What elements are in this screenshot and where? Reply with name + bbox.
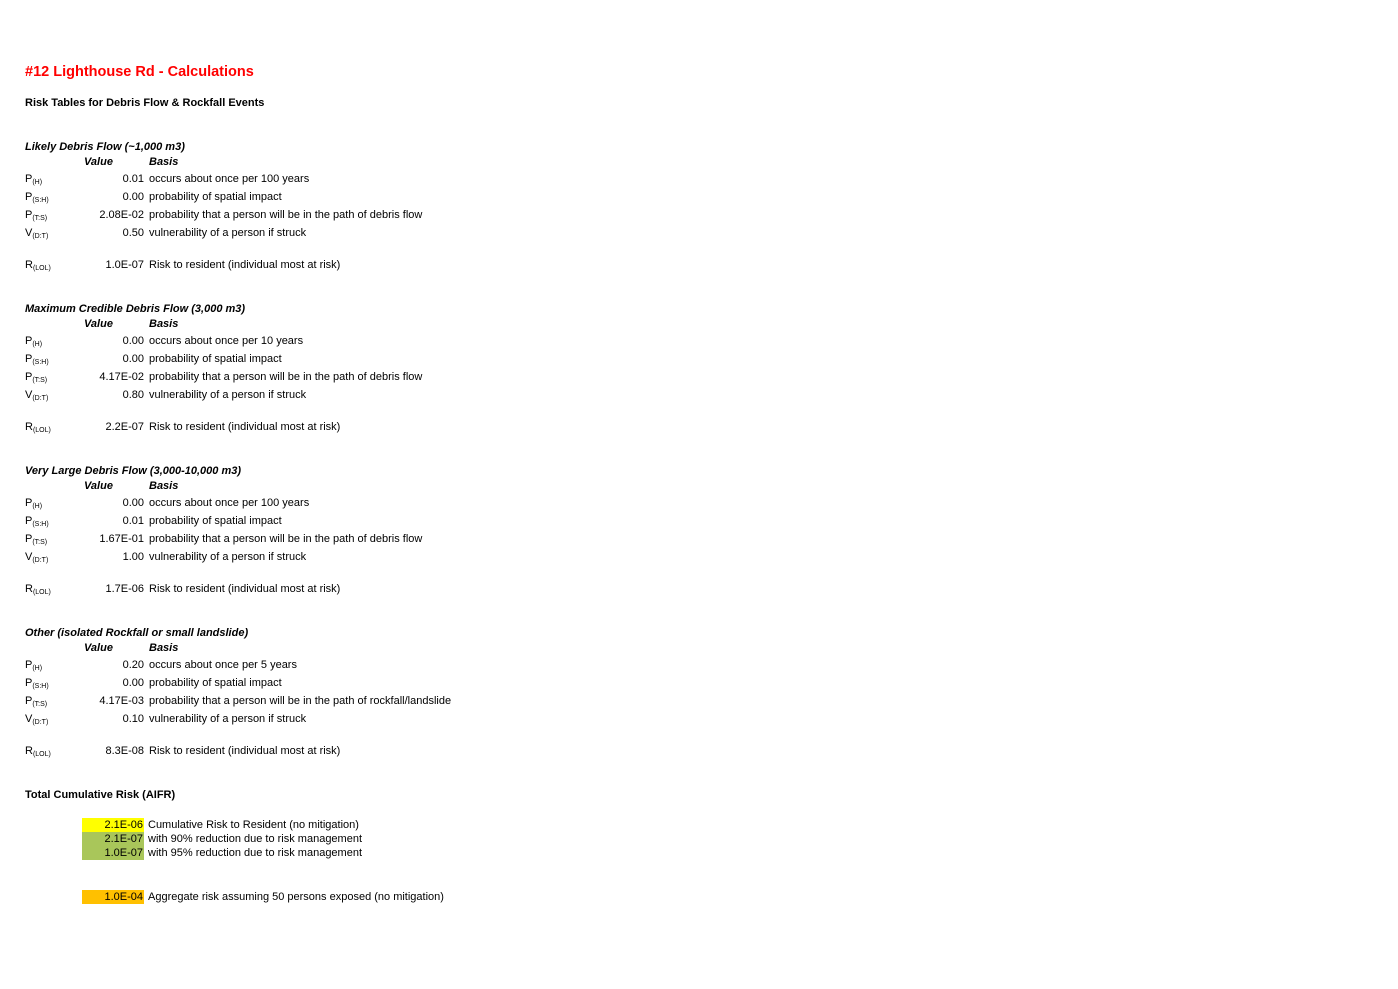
- symbol-p-ts: $P_{(T:S)}$: [25, 209, 48, 222]
- aggregate-risk-desc: Aggregate risk assuming 50 persons exposed (no mitigation): [148, 891, 444, 903]
- value-column-header: Value: [84, 156, 113, 168]
- table-row-r-lol: [25, 418, 625, 436]
- symbol-v-dt: $V_{(D:T)}$: [25, 713, 49, 726]
- row-value: 0.00: [122, 677, 144, 689]
- table-row-p-sh: [25, 674, 625, 692]
- cumulative-risk-desc: Cumulative Risk to Resident (no mitigation): [148, 819, 359, 831]
- table-row-v-dt: [25, 548, 625, 566]
- table-row-p-h: [25, 332, 625, 350]
- symbol-p-h: $P_{(H)}$: [25, 497, 43, 510]
- symbol-p-sh: $P_{(S:H)}$: [25, 677, 49, 690]
- section-title: Likely Debris Flow (~1,000 m3): [25, 141, 185, 153]
- result-basis: Risk to resident (individual most at risk): [149, 421, 341, 433]
- page-title: #12 Lighthouse Rd - Calculations: [25, 64, 254, 80]
- table-row-v-dt: [25, 224, 625, 242]
- column-headers: [25, 641, 625, 656]
- row-basis: vulnerability of a person if struck: [149, 713, 307, 725]
- row-value: 4.17E-03: [99, 695, 144, 707]
- table-row-r-lol: [25, 256, 625, 274]
- table-row-p-sh: [25, 512, 625, 530]
- basis-column-header: Basis: [149, 156, 179, 168]
- row-value: 0.80: [122, 389, 144, 401]
- row-basis: probability of spatial impact: [149, 677, 282, 689]
- row-basis: probability that a person will be in the path of debris flow: [149, 209, 423, 221]
- symbol-r-lol: $R_{(LOL)}$: [25, 745, 51, 758]
- row-value: 2.08E-02: [99, 209, 144, 221]
- risk-table-likely-debris-flow: [25, 140, 625, 274]
- table-row-p-h: [25, 656, 625, 674]
- row-basis: probability of spatial impact: [149, 353, 282, 365]
- risk-table-very-large-debris-flow: [25, 464, 625, 598]
- risk-table-other-rockfall: [25, 626, 625, 760]
- table-row-v-dt: [25, 386, 625, 404]
- row-basis: probability that a person will be in the path of debris flow: [149, 533, 423, 545]
- row-basis: vulnerability of a person if struck: [149, 389, 307, 401]
- reduction-90-desc: with 90% reduction due to risk management: [148, 833, 363, 845]
- basis-column-header: Basis: [149, 480, 179, 492]
- symbol-p-sh: $P_{(S:H)}$: [25, 515, 49, 528]
- table-row-p-ts: [25, 206, 625, 224]
- reduction-95-value: 1.0E-07: [82, 846, 144, 860]
- basis-column-header: Basis: [149, 642, 179, 654]
- row-basis: probability of spatial impact: [149, 191, 282, 203]
- row-basis: occurs about once per 100 years: [149, 497, 310, 509]
- result-value: 1.7E-06: [105, 583, 144, 595]
- row-basis: probability of spatial impact: [149, 515, 282, 527]
- row-basis: vulnerability of a person if struck: [149, 551, 307, 563]
- row-value: 4.17E-02: [99, 371, 144, 383]
- table-row-p-h: [25, 494, 625, 512]
- row-basis: occurs about once per 5 years: [149, 659, 297, 671]
- symbol-v-dt: $V_{(D:T)}$: [25, 227, 49, 240]
- value-column-header: Value: [84, 480, 113, 492]
- table-row-p-ts: [25, 692, 625, 710]
- result-value: 2.2E-07: [105, 421, 144, 433]
- symbol-v-dt: $V_{(D:T)}$: [25, 389, 49, 402]
- symbol-p-sh: $P_{(S:H)}$: [25, 191, 49, 204]
- table-row-r-lol: [25, 742, 625, 760]
- total-risk-title: Total Cumulative Risk (AIFR): [25, 789, 176, 801]
- row-value: 0.01: [122, 515, 144, 527]
- symbol-p-sh: $P_{(S:H)}$: [25, 353, 49, 366]
- column-headers: [25, 155, 625, 170]
- symbol-p-ts: $P_{(T:S)}$: [25, 371, 48, 384]
- row-value: 0.10: [122, 713, 144, 725]
- value-column-header: Value: [84, 642, 113, 654]
- reduction-90-value: 2.1E-07: [82, 832, 144, 846]
- table-row-p-sh: [25, 350, 625, 368]
- table-row-r-lol: [25, 580, 625, 598]
- reduction-95-desc: with 95% reduction due to risk management: [148, 847, 363, 859]
- table-row-p-ts: [25, 530, 625, 548]
- cumulative-risk-value: 2.1E-06: [82, 818, 144, 832]
- table-row-v-dt: [25, 710, 625, 728]
- symbol-p-h: $P_{(H)}$: [25, 335, 43, 348]
- result-basis: Risk to resident (individual most at risk): [149, 259, 341, 271]
- symbol-p-ts: $P_{(T:S)}$: [25, 533, 48, 546]
- column-headers: [25, 479, 625, 494]
- table-row-p-ts: [25, 368, 625, 386]
- section-title: Other (isolated Rockfall or small landslide): [25, 627, 249, 639]
- basis-column-header: Basis: [149, 318, 179, 330]
- result-basis: Risk to resident (individual most at risk): [149, 745, 341, 757]
- result-value: 8.3E-08: [105, 745, 144, 757]
- row-value: 0.20: [122, 659, 144, 671]
- row-basis: probability that a person will be in the path of debris flow: [149, 371, 423, 383]
- row-value: 1.67E-01: [99, 533, 144, 545]
- row-value: 0.00: [122, 353, 144, 365]
- row-basis: occurs about once per 10 years: [149, 335, 304, 347]
- row-basis: probability that a person will be in the path of rockfall/landslide: [149, 695, 452, 707]
- section-title: Very Large Debris Flow (3,000-10,000 m3): [25, 465, 242, 477]
- symbol-r-lol: $R_{(LOL)}$: [25, 259, 51, 272]
- row-value: 0.00: [122, 497, 144, 509]
- symbol-v-dt: $V_{(D:T)}$: [25, 551, 49, 564]
- row-value: 1.00: [122, 551, 144, 563]
- symbol-p-h: $P_{(H)}$: [25, 173, 43, 186]
- value-column-header: Value: [84, 318, 113, 330]
- row-basis: vulnerability of a person if struck: [149, 227, 307, 239]
- table-row-p-sh: [25, 188, 625, 206]
- aggregate-risk-value: 1.0E-04: [82, 890, 144, 904]
- symbol-r-lol: $R_{(LOL)}$: [25, 583, 51, 596]
- row-value: 0.00: [122, 191, 144, 203]
- row-basis: occurs about once per 100 years: [149, 173, 310, 185]
- result-value: 1.0E-07: [105, 259, 144, 271]
- row-value: 0.50: [122, 227, 144, 239]
- page-subtitle: Risk Tables for Debris Flow & Rockfall Events: [25, 97, 265, 109]
- row-value: 0.01: [122, 173, 144, 185]
- symbol-p-h: $P_{(H)}$: [25, 659, 43, 672]
- symbol-r-lol: $R_{(LOL)}$: [25, 421, 51, 434]
- column-headers: [25, 317, 625, 332]
- result-basis: Risk to resident (individual most at risk): [149, 583, 341, 595]
- symbol-p-ts: $P_{(T:S)}$: [25, 695, 48, 708]
- row-value: 0.00: [122, 335, 144, 347]
- risk-table-max-credible-debris-flow: [25, 302, 625, 436]
- table-row-p-h: [25, 170, 625, 188]
- section-title: Maximum Credible Debris Flow (3,000 m3): [25, 303, 246, 315]
